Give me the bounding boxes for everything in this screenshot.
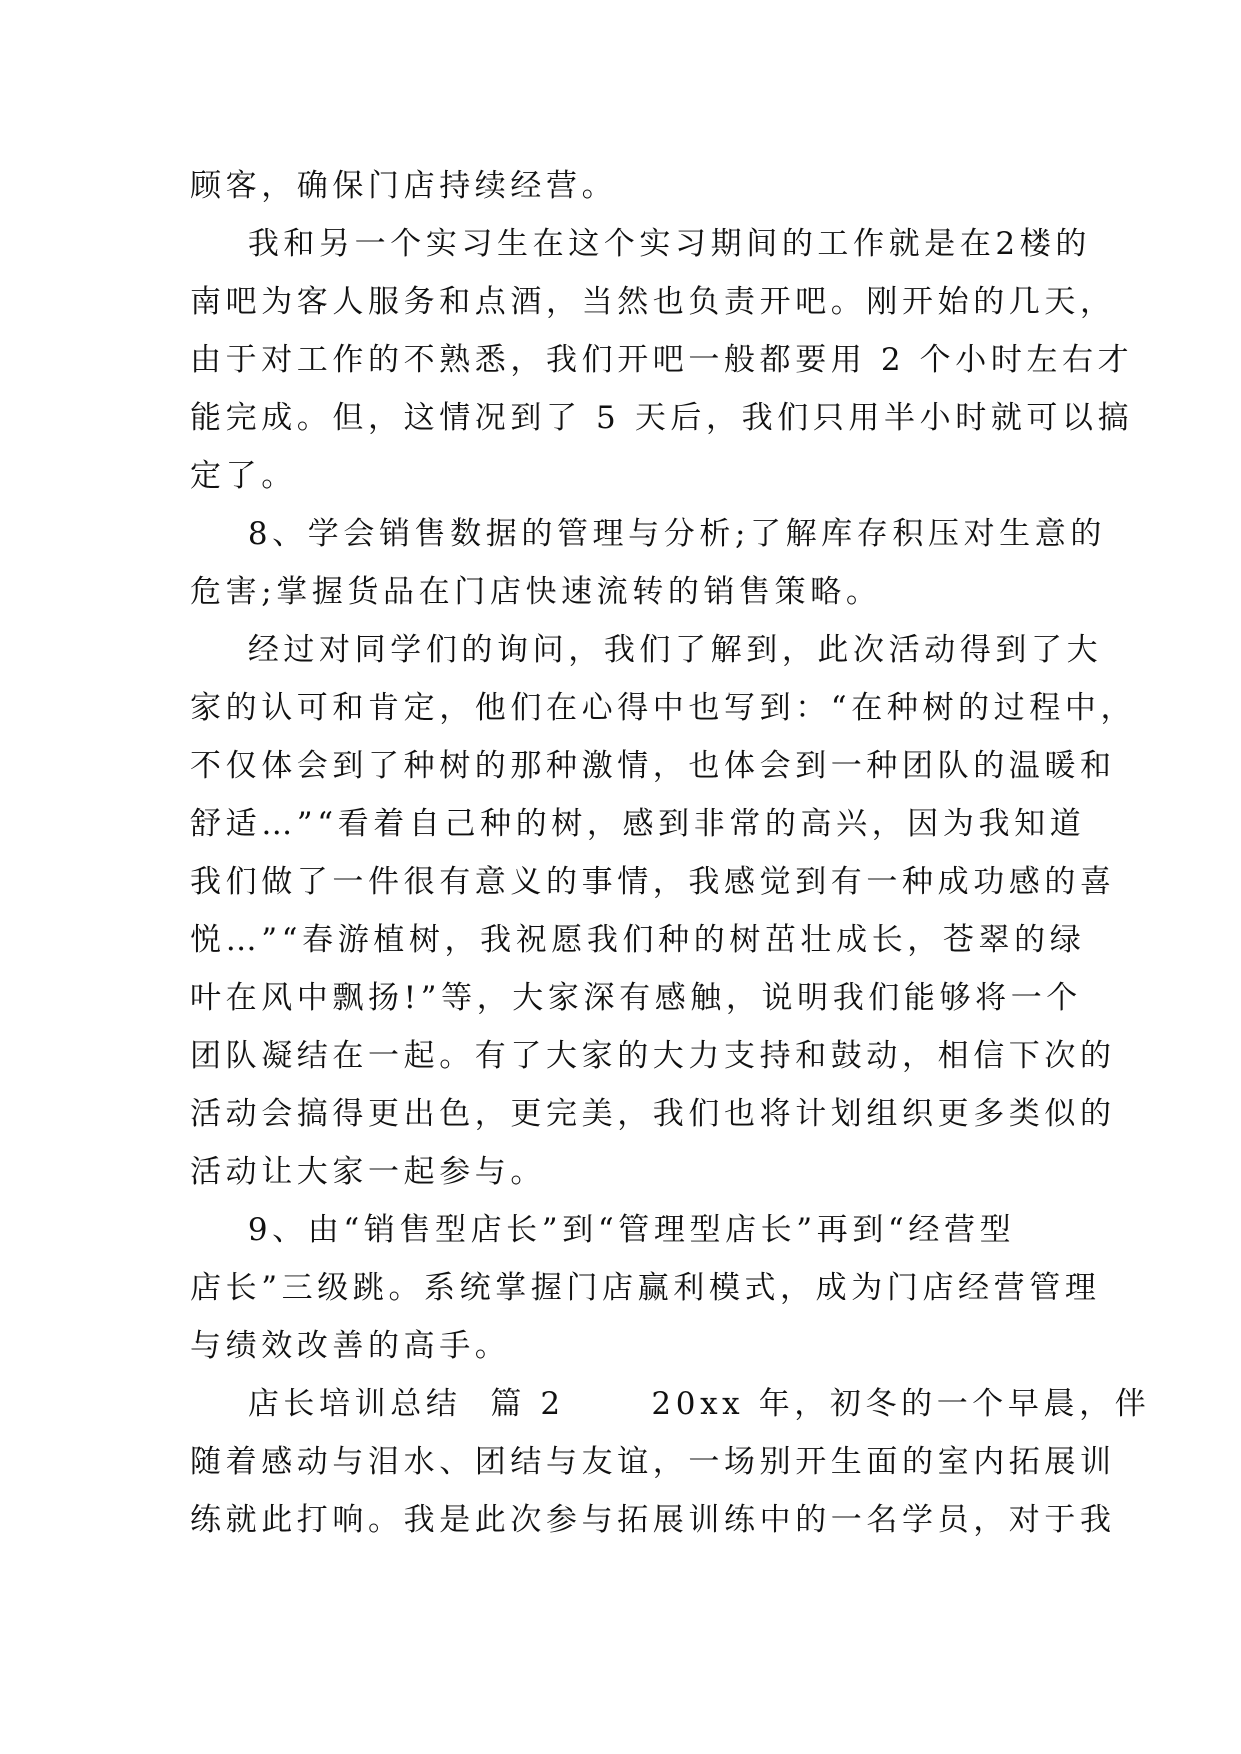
text-line: 顾客，确保门店持续经营。 [190, 168, 618, 204]
text-line: 店长培训总结 篇 2 20xx 年，初冬的一个早晨，伴 [190, 1386, 1151, 1422]
text-line: 舒适…”“看着自己种的树，感到非常的高兴，因为我知道 [190, 806, 1086, 842]
text-line: 能完成。但，这情况到了 5 天后，我们只用半小时就可以搞 [190, 400, 1134, 436]
text-line: 叶在风中飘扬!”等，大家深有感触，说明我们能够将一个 [190, 980, 1082, 1016]
text-line: 我们做了一件很有意义的事情，我感觉到有一种成功感的喜 [190, 864, 1116, 900]
text-line: 与绩效改善的高手。 [190, 1328, 511, 1364]
text-line: 危害;掌握货品在门店快速流转的销售策略。 [190, 574, 882, 610]
text-line: 活动让大家一起参与。 [190, 1154, 546, 1190]
text-line: 我和另一个实习生在这个实习期间的工作就是在2楼的 [190, 226, 1091, 262]
text-line: 9、由“销售型店长”到“管理型店长”再到“经营型 [190, 1212, 1016, 1248]
text-line: 由于对工作的不熟悉，我们开吧一般都要用 2 个小时左右才 [190, 342, 1134, 378]
text-line: 家的认可和肯定，他们在心得中也写到：“在种树的过程中， [190, 690, 1137, 726]
text-line: 南吧为客人服务和点酒，当然也负责开吧。刚开始的几天， [190, 284, 1116, 320]
text-line: 经过对同学们的询问，我们了解到，此次活动得到了大 [190, 632, 1103, 668]
text-line: 团队凝结在一起。有了大家的大力支持和鼓动，相信下次的 [190, 1038, 1116, 1074]
text-line: 定了。 [190, 458, 297, 494]
text-line: 随着感动与泪水、团结与友谊，一场别开生面的室内拓展训 [190, 1444, 1116, 1480]
text-line: 悦…”“春游植树，我祝愿我们种的树茁壮成长，苍翠的绿 [190, 922, 1086, 958]
text-line: 练就此打响。我是此次参与拓展训练中的一名学员，对于我 [190, 1502, 1116, 1538]
text-line: 活动会搞得更出色，更完美，我们也将计划组织更多类似的 [190, 1096, 1116, 1132]
text-line: 店长”三级跳。系统掌握门店赢利模式，成为门店经营管理 [190, 1270, 1101, 1306]
text-line: 不仅体会到了种树的那种激情，也体会到一种团队的温暖和 [190, 748, 1116, 784]
text-line: 8、学会销售数据的管理与分析;了解库存积压对生意的 [190, 516, 1106, 552]
